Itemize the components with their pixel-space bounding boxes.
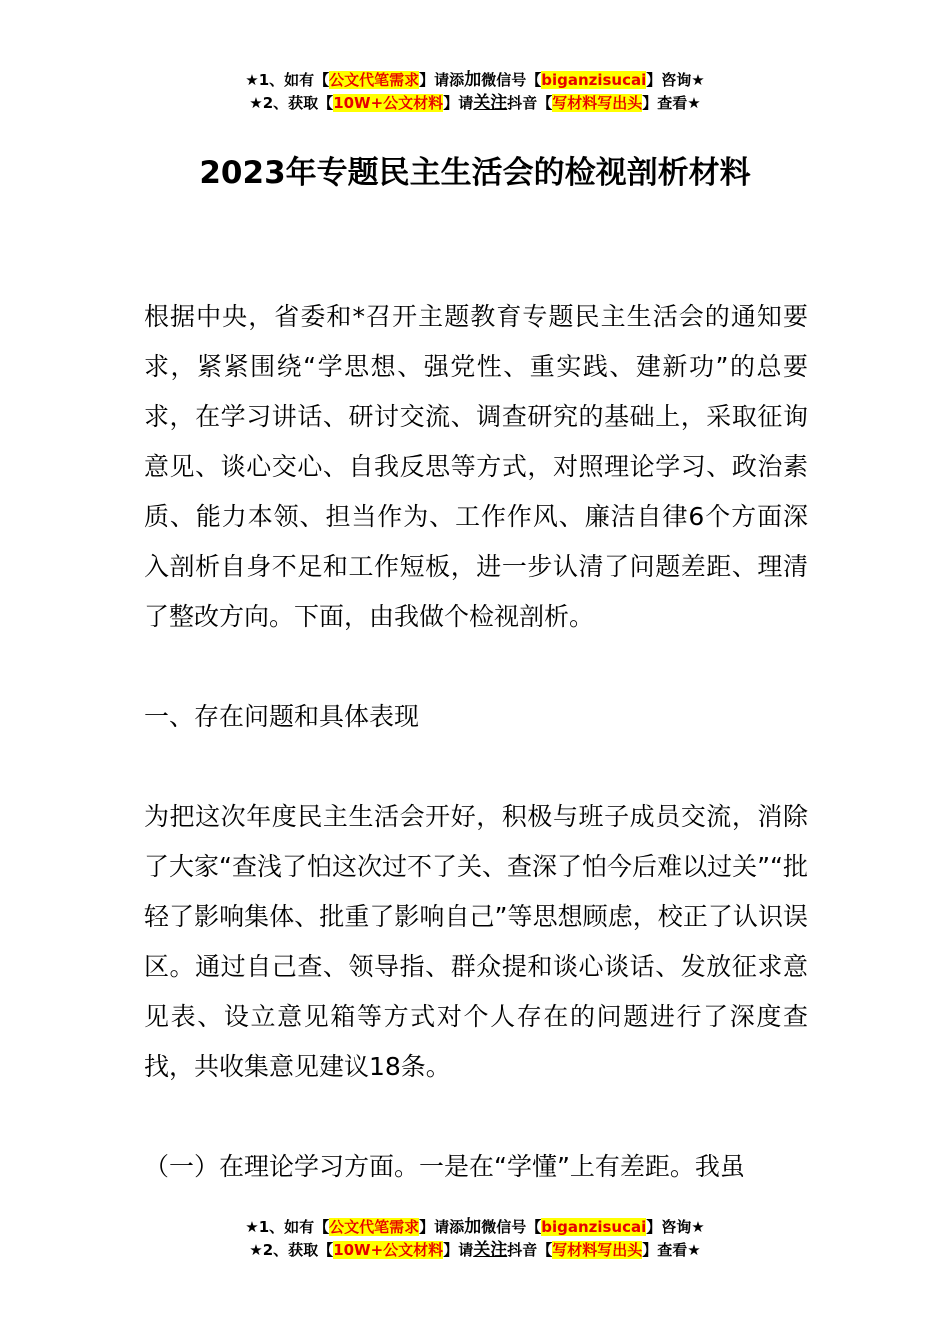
promo-text: 】请: [443, 1241, 474, 1259]
paragraph-intro: 根据中央，省委和*召开主题教育专题民主生活会的通知要求，紧紧围绕“学思想、强党性、重实践、建新功”的总要求，在学习讲话、研讨交流、调查研究的基础上，采取征询意见、谈心交心、自我反思等方式，对照理论学习、政治素质、能力本领、担当作为、工作作风、廉洁自律6个方面深入剖析自身不足和工作短板，进一步认清了问题差距、理清了整改方向。下面，由我做个检视剖析。: [144, 302, 808, 631]
promo-banner-bottom: [0, 1216, 950, 1262]
section-heading: 一、存在问题和具体表现: [144, 702, 420, 731]
paragraph-process: 为把这次年度民主生活会开好，积极与班子成员交流，消除了大家“查浅了怕这次过不了关、查深了怕今后难以过关”“批轻了影响集体、批重了影响自己”等思想顾虑，校正了认识误区。通过自己查、领导指、群众提和谈心谈话、发放征求意见表、设立意见箱等方式对个人存在的问题进行了深度查找，共收集意见建议18条。: [144, 802, 808, 1081]
promo-line-2: [0, 1239, 950, 1262]
promo-text: 】请添: [419, 1218, 465, 1236]
promo-line-2: [0, 92, 950, 115]
promo-text: 】查看★: [642, 94, 701, 112]
highlight-service: 公文代笔需求: [329, 71, 420, 89]
promo-text-emphasis: 加: [464, 70, 482, 90]
promo-text: 】查看★: [642, 1241, 701, 1259]
promo-text-emphasis: 关注: [473, 1240, 508, 1260]
promo-text: 微信号【: [481, 71, 542, 89]
document-title: 2023年专题民主生活会的检视剖析材料: [199, 155, 751, 191]
highlight-douyin-account: 写材料写出头: [552, 94, 643, 112]
promo-text: ★1、如有【: [245, 71, 330, 89]
promo-text: 】咨询★: [646, 1218, 705, 1236]
promo-text: 】请添: [419, 71, 465, 89]
promo-text-emphasis: 加: [464, 1217, 482, 1237]
promo-text: ★2、获取【: [249, 94, 334, 112]
highlight-wechat-id: biganzisucai: [541, 1218, 647, 1236]
promo-text: 抖音【: [507, 1241, 553, 1259]
promo-text: 抖音【: [507, 94, 553, 112]
promo-text: ★1、如有【: [245, 1218, 330, 1236]
paragraph-subsection: （一）在理论学习方面。一是在“学懂”上有差距。我虽: [144, 1152, 745, 1181]
promo-text: 】请: [443, 94, 474, 112]
promo-text: 】咨询★: [646, 71, 705, 89]
promo-text: 微信号【: [481, 1218, 542, 1236]
highlight-wechat-id: biganzisucai: [541, 71, 647, 89]
highlight-service: 公文代笔需求: [329, 1218, 420, 1236]
promo-line-1: [0, 1216, 950, 1239]
document-body: [144, 292, 808, 1192]
highlight-materials: 10W+公文材料: [333, 1241, 444, 1259]
promo-line-1: [0, 69, 950, 92]
promo-text-emphasis: 关注: [473, 93, 508, 113]
promo-banner-top: [0, 69, 950, 115]
promo-text: ★2、获取【: [249, 1241, 334, 1259]
highlight-materials: 10W+公文材料: [333, 94, 444, 112]
highlight-douyin-account: 写材料写出头: [552, 1241, 643, 1259]
